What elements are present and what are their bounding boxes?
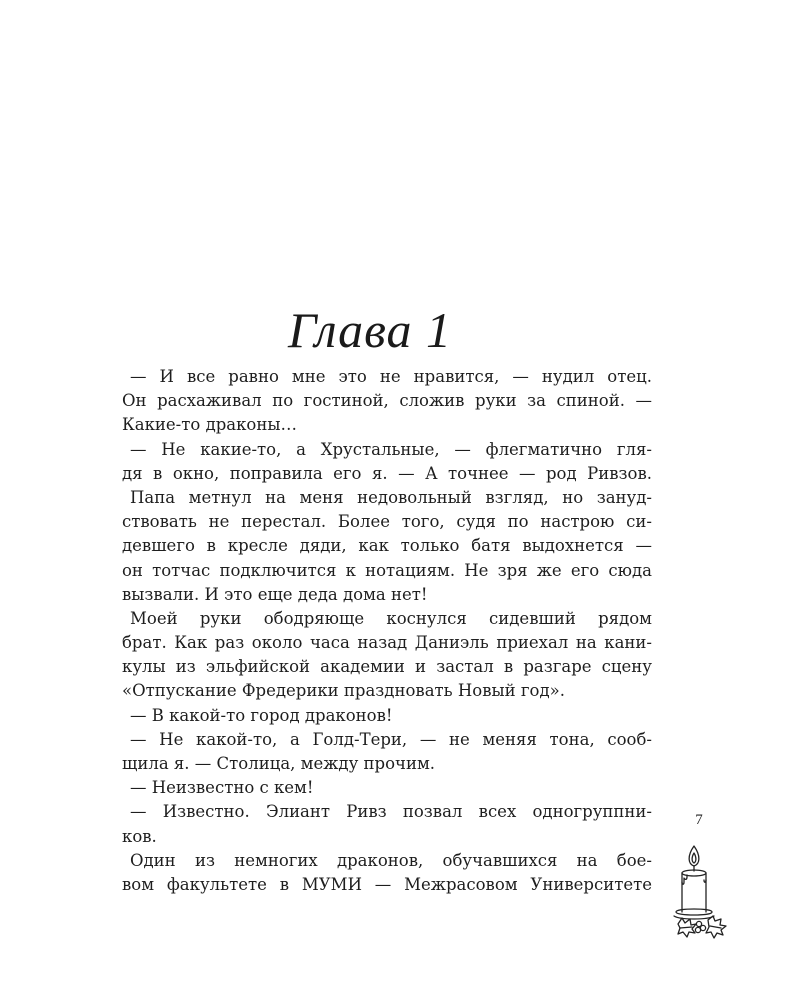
body-text [122,365,652,897]
page-number: 7 [695,812,703,828]
text-line: брат. Как раз около часа назад Даниэль приехал на кани- [122,633,652,653]
text-line: щила я. — Столица, между прочим. [122,754,436,773]
text-line: он тотчас подключится к нотациям. Не зря же его сюда [122,560,652,580]
text-line: Он расхаживал по гостиной, сложив руки за спиной. — [122,391,652,411]
text-line: кулы из эльфийской академии и застал в разгаре сцену [122,657,652,677]
text-line: дя в окно, поправила его я. — А точнее — род Ривзов. [122,463,652,483]
text-line: — Неизвестно с кем! [130,778,314,798]
text-line: девшего в кресле дяди, как только батя выдохнется — [122,536,652,556]
text-line: ков. [122,826,157,846]
candle-icon [660,842,740,942]
text-line: — Не какой-то, а Голд-Тери, — не меняя тона, сооб- [130,729,652,749]
text-line: — В какой-то город драконов! [130,705,393,725]
text-line: — Не какие-то, а Хрустальные, — флегматично гля- [130,439,652,459]
chapter-title: Глава 1 [287,302,453,358]
text-line: вом факультете в МУМИ — Межрасовом Университете [122,874,652,894]
text-line: «Отпускание Фредерики праздновать Новый год». [122,681,565,701]
text-line: Какие-то драконы… [122,415,297,435]
text-line: — Известно. Элиант Ривз позвал всех одногруппни- [130,802,652,822]
text-line: вызвали. И это еще деда дома нет! [122,584,428,604]
text-line: ствовать не перестал. Более того, судя по настрою си- [122,512,652,532]
text-line: Папа метнул на меня недовольный взгляд, но зануд- [130,487,652,507]
text-line: — И все равно мне это не нравится, — нудил отец. [130,367,652,386]
text-line: Один из немногих драконов, обучавшихся на боe- [130,850,652,870]
text-line: Моей руки ободряюще коснулся сидевший рядом [130,608,652,628]
